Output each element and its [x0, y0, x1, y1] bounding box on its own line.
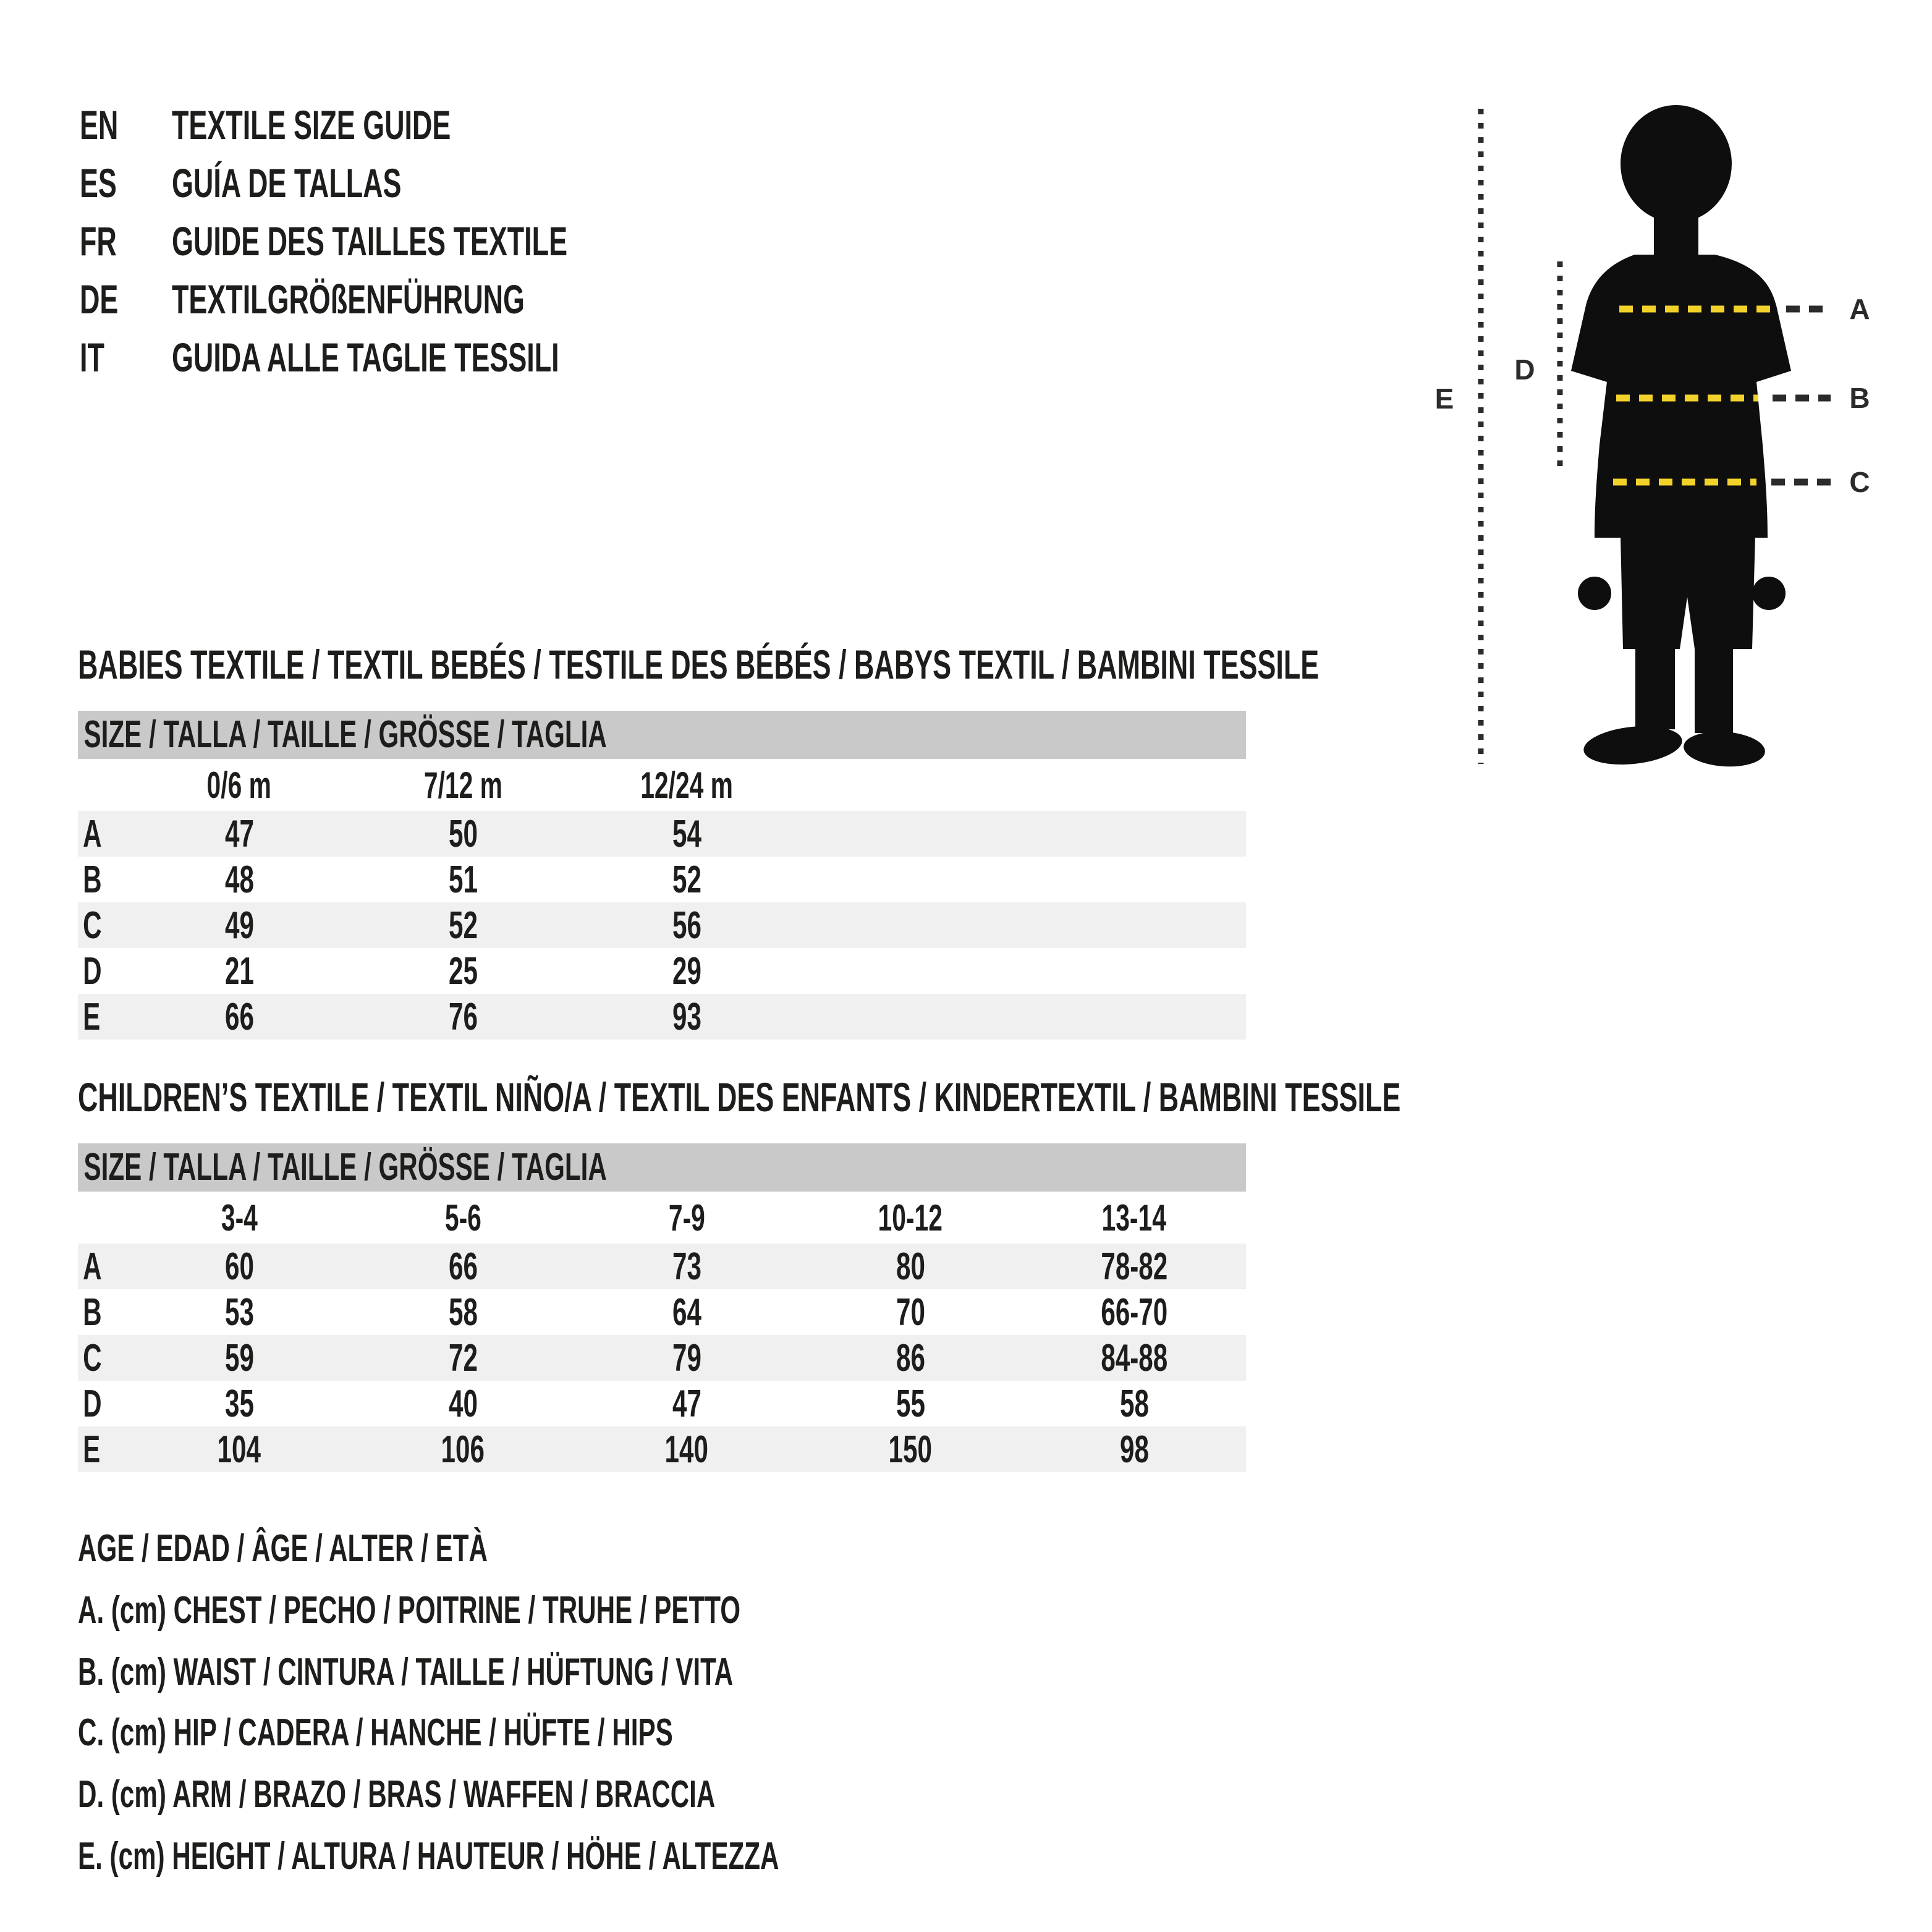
- language-row-it: [80, 328, 116, 386]
- column-header: 13-14: [1101, 1197, 1167, 1239]
- language-title-de: [172, 270, 691, 328]
- row-label: D: [83, 1382, 102, 1425]
- language-title-it: [172, 328, 742, 386]
- table-cell: 54: [672, 812, 701, 855]
- table-row: [78, 811, 1246, 857]
- table-cell: 80: [896, 1245, 925, 1288]
- table-cell: 52: [672, 858, 701, 901]
- guide-title: GUIDA ALLE TAGLIE TESSILI: [172, 334, 559, 380]
- table-cell: 51: [448, 858, 478, 901]
- table-cell: 66: [448, 1245, 478, 1288]
- table-cell: 86: [896, 1336, 925, 1379]
- language-row-es: [80, 154, 134, 212]
- guide-title: TEXTILGRÖßENFÜHRUNG: [172, 276, 525, 322]
- language-row-en: [80, 96, 137, 154]
- table-cell: 60: [224, 1245, 254, 1288]
- column-header: 0/6 m: [206, 764, 272, 806]
- table-cell: 47: [224, 812, 254, 855]
- column-header: 7-9: [668, 1197, 705, 1239]
- column-header: 5-6: [444, 1197, 481, 1239]
- column-header: 10-12: [878, 1197, 943, 1239]
- table-cell: 29: [672, 949, 701, 993]
- table-cell: 78-82: [1101, 1245, 1167, 1288]
- table-cell: 140: [664, 1428, 709, 1471]
- table-row: [78, 902, 1246, 948]
- table-row: [78, 1381, 1246, 1426]
- table-cell: 104: [217, 1428, 261, 1471]
- row-label: B: [83, 858, 102, 901]
- language-title-es: [172, 154, 509, 212]
- legend-waist: B. (cm) WAIST / CINTURA / TAILLE / HÜFTUNG / VITA: [78, 1651, 734, 1693]
- row-label: E: [83, 995, 101, 1038]
- table-cell: 40: [448, 1382, 478, 1425]
- table-cell: 70: [896, 1290, 925, 1334]
- children-table: [78, 1143, 1246, 1472]
- legend-height: E. (cm) HEIGHT / ALTURA / HAUTEUR / HÖHE / ALTEZZA: [78, 1835, 779, 1878]
- column-header: 12/24 m: [640, 764, 733, 806]
- size-header-bar: SIZE / TALLA / TAILLE / GRÖSSE / TAGLIA: [78, 1143, 1246, 1192]
- row-label: D: [83, 949, 102, 993]
- row-label: C: [83, 1336, 102, 1379]
- table-cell: 106: [441, 1428, 485, 1471]
- legend-arm: D. (cm) ARM / BRAZO / BRAS / WAFFEN / BRACCIA: [78, 1773, 716, 1816]
- figure-label-D: D: [1514, 354, 1536, 386]
- table-cell: 59: [224, 1336, 254, 1379]
- table-cell: 49: [224, 904, 254, 947]
- table-cell: 84-88: [1101, 1336, 1167, 1379]
- table-cell: 35: [224, 1382, 254, 1425]
- table-cell: 64: [672, 1290, 701, 1334]
- column-header: 7/12 m: [423, 764, 502, 806]
- table-cell: 66-70: [1101, 1290, 1167, 1334]
- figure-label-A: A: [1849, 293, 1871, 325]
- table-row: [78, 1244, 1246, 1289]
- table-cell: 58: [448, 1290, 478, 1334]
- column-header: 3-4: [221, 1197, 258, 1239]
- table-row: [78, 1289, 1246, 1335]
- row-label: E: [83, 1428, 101, 1471]
- size-header-bar: SIZE / TALLA / TAILLE / GRÖSSE / TAGLIA: [78, 711, 1246, 759]
- figure-label-B: B: [1849, 382, 1871, 414]
- figure-label-E: E: [1434, 383, 1455, 415]
- table-row: [78, 1335, 1246, 1381]
- table-cell: 79: [672, 1336, 701, 1379]
- table-cell: 73: [672, 1245, 701, 1288]
- table-cell: 150: [888, 1428, 933, 1471]
- row-label: C: [83, 904, 102, 947]
- language-code: ES: [80, 160, 117, 206]
- language-code: DE: [80, 276, 119, 322]
- table-row: [78, 948, 1246, 994]
- babies-table: [78, 711, 1246, 1040]
- babies-column-header-row: [78, 759, 1246, 811]
- row-label: B: [83, 1290, 102, 1334]
- table-cell: 48: [224, 858, 254, 901]
- table-cell: 93: [672, 995, 701, 1038]
- table-row: [78, 857, 1246, 902]
- table-cell: 50: [448, 812, 478, 855]
- table-cell: 21: [224, 949, 254, 993]
- legend-chest: A. (cm) CHEST / PECHO / POITRINE / TRUHE / PETTO: [78, 1589, 741, 1632]
- table-row: [78, 994, 1246, 1040]
- figure-label-C: C: [1849, 466, 1871, 498]
- language-title-en: [172, 96, 582, 154]
- table-cell: 52: [448, 904, 478, 947]
- table-cell: 76: [448, 995, 478, 1038]
- legend-age: AGE / EDAD / ÂGE / ALTER / ETÀ: [78, 1527, 488, 1570]
- language-title-fr: [172, 212, 753, 270]
- language-code: IT: [80, 334, 104, 380]
- table-cell: 72: [448, 1336, 478, 1379]
- legend-hip: C. (cm) HIP / CADERA / HANCHE / HÜFTE / HIPS: [78, 1711, 673, 1754]
- table-cell: 98: [1119, 1428, 1149, 1471]
- table-cell: 58: [1119, 1382, 1149, 1425]
- table-cell: 56: [672, 904, 701, 947]
- table-cell: 47: [672, 1382, 701, 1425]
- child-silhouette-icon: [1440, 93, 1860, 810]
- language-row-fr: [80, 212, 134, 270]
- children-section-title: CHILDREN’S TEXTILE / TEXTIL NIÑO/A / TEXTIL DES ENFANTS / KINDERTEXTIL / BAMBINI TESSILE: [78, 1074, 1401, 1120]
- table-cell: 55: [896, 1382, 925, 1425]
- table-cell: 25: [448, 949, 478, 993]
- guide-title: GUIDE DES TAILLES TEXTILE: [172, 218, 568, 264]
- table-cell: 53: [224, 1290, 254, 1334]
- table-row: [78, 1426, 1246, 1472]
- table-cell: 66: [224, 995, 254, 1038]
- row-label: A: [83, 1245, 102, 1288]
- language-code: EN: [80, 102, 119, 148]
- language-code: FR: [80, 218, 117, 264]
- guide-title: GUÍA DE TALLAS: [172, 160, 402, 206]
- language-row-de: [80, 270, 137, 328]
- children-column-header-row: [78, 1192, 1246, 1244]
- guide-title: TEXTILE SIZE GUIDE: [172, 102, 451, 148]
- row-label: A: [83, 812, 102, 855]
- babies-section-title: BABIES TEXTILE / TEXTIL BEBÉS / TESTILE DES BÉBÉS / BABYS TEXTIL / BAMBINI TESSILE: [78, 642, 1320, 687]
